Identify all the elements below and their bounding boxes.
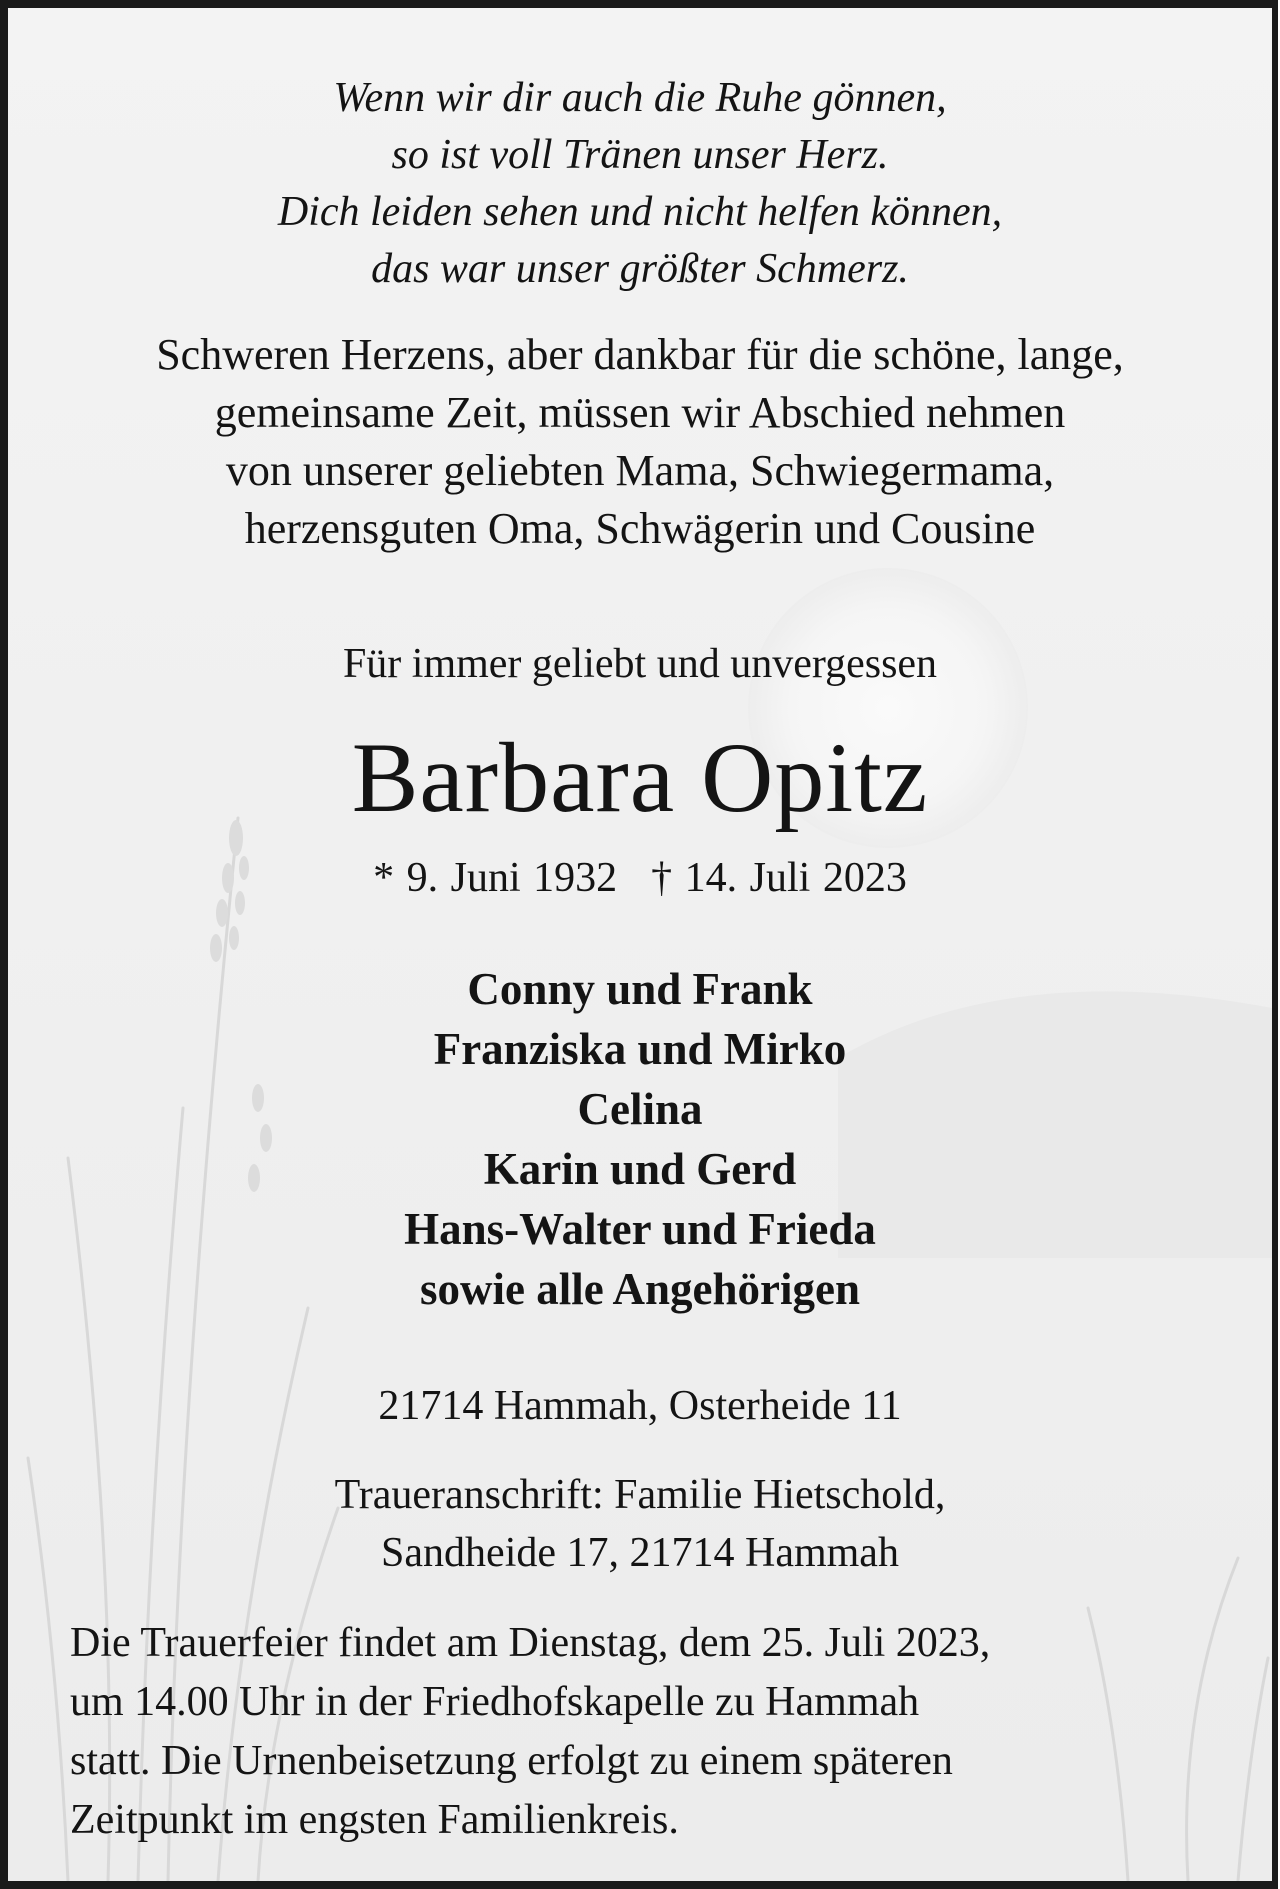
mourner-entry: Franziska und Mirko: [433, 1024, 847, 1074]
birth-date: * 9. Juni 1932: [373, 855, 618, 901]
poem-verse: [8, 70, 1272, 298]
intro-line: Schweren Herzens, aber dankbar für die schöne, lange,: [156, 330, 1124, 379]
deceased-name: Barbara Opitz: [351, 722, 929, 833]
intro-line: herzensguten Oma, Schwägerin und Cousine: [244, 504, 1036, 553]
mourner-entry: Karin und Gerd: [483, 1144, 797, 1194]
service-line: Die Trauerfeier findet am Dienstag, dem 25. Juli 2023,: [70, 1620, 991, 1666]
poem-line: das war unser größter Schmerz.: [371, 246, 909, 292]
poem-line: so ist voll Tränen unser Herz.: [391, 132, 889, 178]
service-line: um 14.00 Uhr in der Friedhofskapelle zu Hammah: [70, 1679, 920, 1725]
condolence-line: Traueranschrift: Familie Hietschold,: [334, 1472, 946, 1518]
mourners-list: [8, 959, 1272, 1319]
death-date: † 14. Juli 2023: [651, 855, 907, 901]
poem-line: Dich leiden sehen und nicht helfen können,: [277, 189, 1003, 235]
intro-line: von unserer geliebten Mama, Schwiegermama,: [225, 446, 1055, 495]
mourner-entry: Celina: [577, 1084, 703, 1134]
service-line: Zeitpunkt im engsten Familienkreis.: [70, 1797, 679, 1843]
family-address: 21714 Hammah, Osterheide 11: [378, 1383, 902, 1429]
poem-line: Wenn wir dir auch die Ruhe gönnen,: [333, 75, 947, 121]
memorial-motto: Für immer geliebt und unvergessen: [342, 641, 938, 687]
intro-text: [8, 326, 1272, 558]
mourner-entry: Conny und Frank: [467, 964, 813, 1014]
mourner-entry: sowie alle Angehörigen: [420, 1264, 860, 1314]
funeral-service-info: [70, 1614, 1218, 1850]
notice-content: [8, 8, 1272, 1881]
mourner-entry: Hans-Walter und Frieda: [404, 1204, 876, 1254]
service-line: statt. Die Urnenbeisetzung erfolgt zu einem späteren: [70, 1738, 953, 1784]
condolence-line: Sandheide 17, 21714 Hammah: [381, 1530, 899, 1576]
condolence-address: [8, 1466, 1272, 1582]
life-dates: [8, 850, 1272, 906]
intro-line: gemeinsame Zeit, müssen wir Abschied nehmen: [214, 388, 1066, 437]
